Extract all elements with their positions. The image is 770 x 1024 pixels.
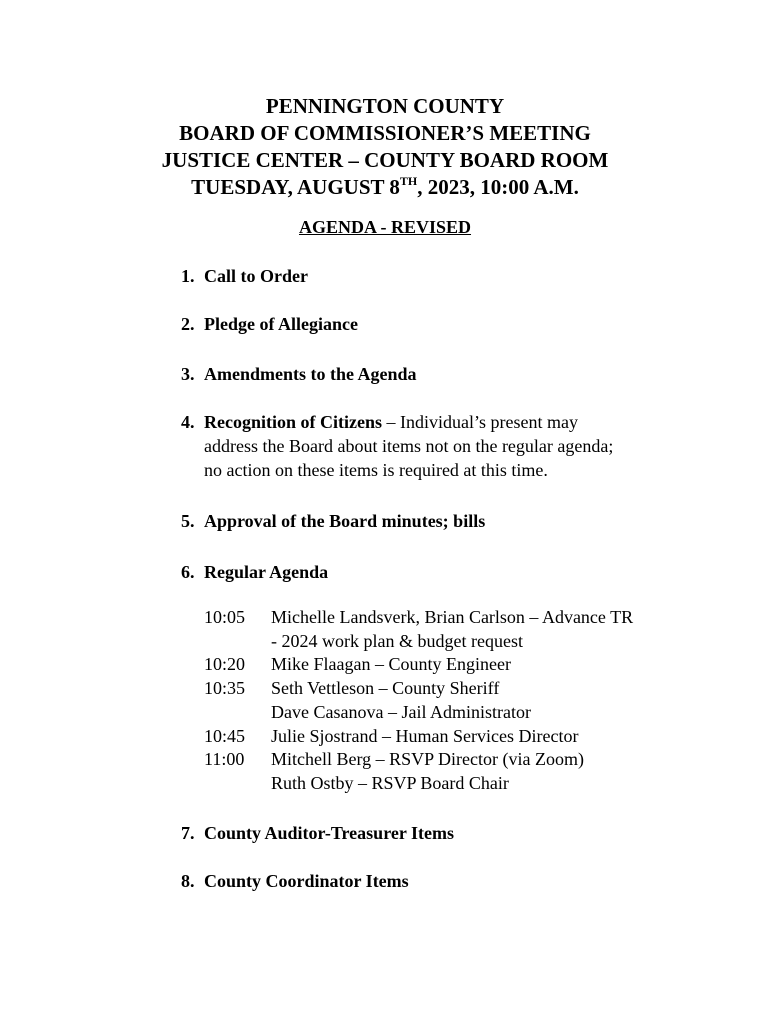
item-title: Call to Order <box>204 266 308 286</box>
agenda-item-6 <box>181 560 328 584</box>
meeting-location: JUSTICE CENTER – COUNTY BOARD ROOM <box>161 148 609 172</box>
item-number: 8. <box>181 871 195 891</box>
meeting-date-part2: , 2023, 10:00 A.M. <box>417 175 579 199</box>
schedule-description: Ruth Ostby – RSVP Board Chair <box>271 772 509 793</box>
item-number: 6. <box>181 562 195 582</box>
schedule-row <box>204 653 633 677</box>
item-number: 2. <box>181 314 195 334</box>
item-description: – Individual’s present may <box>381 412 578 432</box>
item-number: 5. <box>181 511 195 531</box>
agenda-title: AGENDA - REVISED <box>298 217 472 237</box>
item-title: Approval of the Board minutes; bills <box>204 511 486 531</box>
meeting-date <box>0 174 770 201</box>
schedule-time: 10:35 <box>204 678 246 699</box>
schedule-description: Seth Vettleson – County Sheriff <box>271 678 500 699</box>
schedule-time: 11:00 <box>204 749 245 770</box>
schedule-time <box>204 772 271 796</box>
schedule-row <box>204 606 633 630</box>
meeting-date-part1: TUESDAY, AUGUST 8 <box>191 175 400 199</box>
schedule-description: Mitchell Berg – RSVP Director (via Zoom) <box>271 749 584 770</box>
schedule-time: 10:05 <box>204 607 246 627</box>
schedule-time <box>204 701 271 725</box>
meeting-name: BOARD OF COMMISSIONER’S MEETING <box>179 121 591 145</box>
item-description-line3: no action on these items is required at this time. <box>204 460 548 480</box>
agenda-item-3 <box>181 362 417 386</box>
item-number: 1. <box>181 266 195 286</box>
schedule-row <box>204 725 633 749</box>
agenda-item-4 <box>181 410 613 482</box>
item-number: 3. <box>181 364 195 384</box>
schedule-time: 10:20 <box>204 654 246 675</box>
item-title: County Coordinator Items <box>204 871 409 891</box>
item-description-line2: address the Board about items not on the regular agenda; <box>204 436 614 456</box>
regular-agenda-schedule <box>204 606 633 796</box>
schedule-description: Michelle Landsverk, Brian Carlson – Advance TR <box>271 607 634 627</box>
meeting-date-suffix: TH <box>399 174 418 188</box>
schedule-time: 10:45 <box>204 725 246 746</box>
schedule-row <box>204 701 633 725</box>
schedule-row <box>204 677 633 701</box>
item-title: Recognition of Citizens <box>204 412 382 432</box>
item-title: Amendments to the Agenda <box>204 364 417 384</box>
agenda-item-1 <box>181 264 308 288</box>
item-number: 4. <box>181 412 195 432</box>
agenda-item-5 <box>181 509 485 533</box>
schedule-description: Julie Sjostrand – Human Services Director <box>271 725 579 746</box>
meeting-header <box>0 93 770 201</box>
schedule-row <box>204 748 633 772</box>
agenda-item-8 <box>181 869 409 893</box>
item-title: Regular Agenda <box>204 562 329 582</box>
item-title: Pledge of Allegiance <box>204 314 358 334</box>
schedule-description: Mike Flaagan – County Engineer <box>271 654 511 675</box>
county-name: PENNINGTON COUNTY <box>265 94 505 118</box>
agenda-item-7 <box>181 821 454 845</box>
schedule-row <box>204 630 633 654</box>
item-number: 7. <box>181 823 195 843</box>
schedule-time <box>204 630 271 654</box>
agenda-item-2 <box>181 312 358 336</box>
schedule-row <box>204 772 633 796</box>
schedule-description: - 2024 work plan & budget request <box>271 630 523 651</box>
item-title: County Auditor-Treasurer Items <box>204 823 454 843</box>
schedule-description: Dave Casanova – Jail Administrator <box>271 701 531 722</box>
